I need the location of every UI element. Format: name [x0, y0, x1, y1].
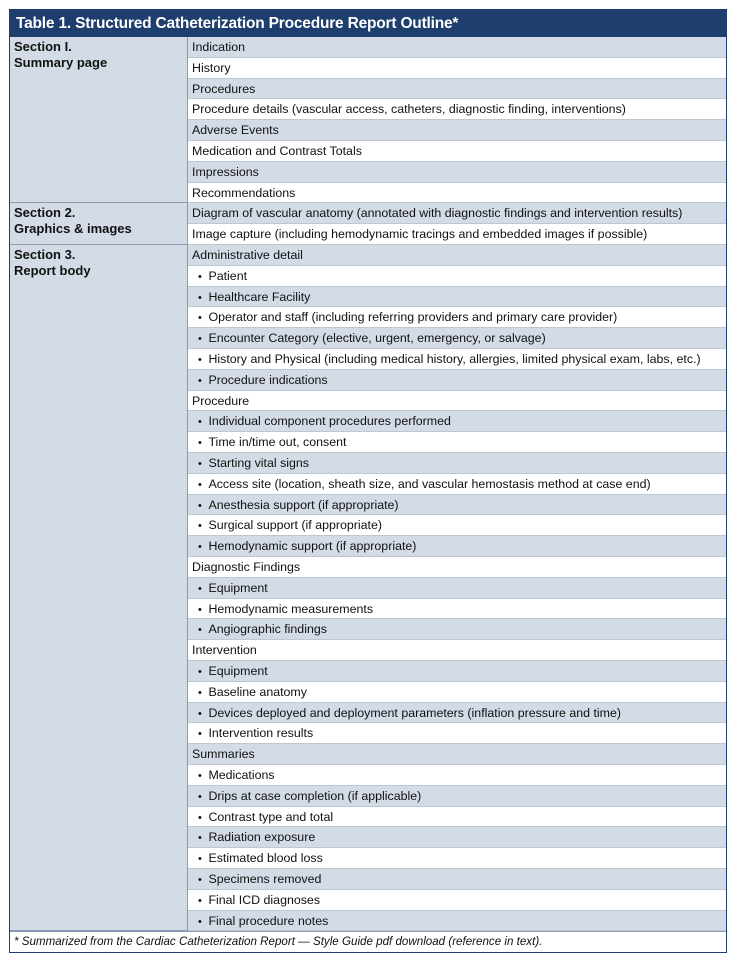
- row-text: Time in/time out, consent: [208, 435, 347, 450]
- row-text: Medication and Contrast Totals: [192, 143, 362, 158]
- table-row: [188, 869, 726, 890]
- table-row: [188, 453, 726, 474]
- row-text: Devices deployed and deployment parameters (inflation pressure and time): [208, 705, 622, 720]
- row-text: Final procedure notes: [208, 913, 329, 928]
- row-text: Specimens removed: [208, 871, 322, 886]
- table-row: [188, 203, 726, 224]
- bullet-icon: •: [198, 915, 202, 928]
- table-row: [188, 703, 726, 724]
- table-row: [188, 245, 726, 266]
- row-text: Intervention: [192, 643, 257, 658]
- table-row: [188, 79, 726, 100]
- row-text: Individual component procedures performed: [208, 414, 451, 429]
- table-row: [188, 224, 726, 245]
- row-text: Patient: [208, 268, 248, 283]
- table-row: [188, 432, 726, 453]
- row-text: History: [192, 60, 231, 75]
- table-row: [188, 495, 726, 516]
- column-divider: [187, 37, 188, 931]
- row-text: Administrative detail: [192, 248, 303, 262]
- bullet-icon: •: [198, 333, 202, 346]
- table-row: [188, 120, 726, 141]
- table-row: [188, 890, 726, 911]
- table-row: [188, 682, 726, 703]
- table-row: [188, 266, 726, 287]
- row-text: Diagnostic Findings: [192, 559, 301, 574]
- table-row: [188, 370, 726, 391]
- row-text: Recommendations: [192, 185, 296, 200]
- bullet-icon: •: [198, 603, 202, 616]
- section-label-cell: [10, 37, 187, 203]
- row-text: Adverse Events: [192, 123, 279, 138]
- table-row: [188, 328, 726, 349]
- bullet-icon: •: [198, 520, 202, 533]
- table-row: [188, 141, 726, 162]
- table-row: [188, 578, 726, 599]
- row-text: Procedure indications: [208, 372, 328, 387]
- row-text: Final ICD diagnoses: [208, 892, 321, 907]
- bullet-icon: •: [198, 894, 202, 907]
- bullet-icon: •: [198, 541, 202, 554]
- row-text: Healthcare Facility: [208, 289, 311, 304]
- row-text: Summaries: [192, 747, 255, 762]
- bullet-icon: •: [198, 478, 202, 491]
- row-text: Procedures: [192, 81, 256, 96]
- row-text: Impressions: [192, 164, 259, 179]
- section-number: Section 2.: [14, 205, 76, 221]
- section-items: [188, 203, 726, 245]
- row-text: Diagram of vascular anatomy (annotated with diagnostic findings and intervention results): [192, 206, 683, 221]
- bullet-icon: •: [198, 707, 202, 720]
- row-text: Contrast type and total: [208, 809, 334, 824]
- row-text: Indication: [192, 40, 246, 54]
- table-row: [188, 474, 726, 495]
- bullet-icon: •: [198, 873, 202, 886]
- table-title: Table 1. Structured Catheterization Procedure Report Outline*: [10, 10, 726, 37]
- section-name: Report body: [14, 263, 91, 278]
- table-row: [188, 391, 726, 412]
- row-text: Estimated blood loss: [208, 851, 323, 866]
- section-name: Graphics & images: [14, 221, 132, 237]
- bullet-icon: •: [198, 270, 202, 283]
- bullet-icon: •: [198, 790, 202, 803]
- row-text: Intervention results: [208, 726, 314, 741]
- section-items: [188, 245, 726, 931]
- table-row: [188, 557, 726, 578]
- table-row: [188, 37, 726, 58]
- table-row: [188, 765, 726, 786]
- bullet-icon: •: [198, 728, 202, 741]
- bullet-icon: •: [198, 437, 202, 450]
- bullet-icon: •: [198, 457, 202, 470]
- bullet-icon: •: [198, 353, 202, 366]
- row-text: Hemodynamic measurements: [208, 601, 374, 616]
- table-row: [188, 744, 726, 765]
- row-text: Hemodynamic support (if appropriate): [208, 539, 417, 554]
- table-row: [188, 162, 726, 183]
- section-label-cell: [10, 203, 187, 245]
- row-text: History and Physical (including medical history, allergies, limited physical exam, labs, etc.): [208, 351, 701, 366]
- bullet-icon: •: [198, 624, 202, 637]
- bullet-icon: •: [198, 416, 202, 429]
- bullet-icon: •: [198, 582, 202, 595]
- table-row: [188, 58, 726, 79]
- row-text: Operator and staff (including referring providers and primary care provider): [208, 310, 618, 325]
- row-text: Drips at case completion (if applicable): [208, 788, 422, 803]
- row-text: Image capture (including hemodynamic tracings and embedded images if possible): [192, 227, 648, 242]
- row-text: Medications: [208, 767, 275, 782]
- table-row: [188, 183, 726, 204]
- section-items: [188, 37, 726, 203]
- table-row: [188, 287, 726, 308]
- row-text: Surgical support (if appropriate): [208, 518, 383, 533]
- table-footnote: * Summarized from the Cardiac Catheterization Report — Style Guide pdf download (reference in text).: [10, 931, 726, 952]
- bullet-icon: •: [198, 374, 202, 387]
- bullet-icon: •: [198, 769, 202, 782]
- row-text: Access site (location, sheath size, and vascular hemostasis method at case end): [208, 476, 651, 491]
- bullet-icon: •: [198, 665, 202, 678]
- table-row: [188, 515, 726, 536]
- row-text: Encounter Category (elective, urgent, emergency, or salvage): [208, 331, 546, 346]
- bullet-icon: •: [198, 811, 202, 824]
- table-row: [188, 911, 726, 932]
- bullet-icon: •: [198, 832, 202, 845]
- row-text: Equipment: [208, 580, 268, 595]
- table-row: [188, 307, 726, 328]
- bullet-icon: •: [198, 499, 202, 512]
- bullet-icon: •: [198, 312, 202, 325]
- section-label-cell: [10, 245, 187, 931]
- report-outline-table: [9, 9, 727, 953]
- row-text: Starting vital signs: [208, 455, 310, 470]
- table-row: [188, 349, 726, 370]
- row-text: Angiographic findings: [208, 622, 327, 637]
- table-row: [188, 786, 726, 807]
- table-row: [188, 599, 726, 620]
- section-number: Section I.: [14, 39, 72, 54]
- row-text: Procedure details (vascular access, catheters, diagnostic finding, interventions): [192, 102, 626, 117]
- bullet-icon: •: [198, 853, 202, 866]
- table-row: [188, 619, 726, 640]
- table-row: [188, 848, 726, 869]
- row-text: Equipment: [208, 663, 268, 678]
- section-number: Section 3.: [14, 247, 76, 262]
- row-text: Anesthesia support (if appropriate): [208, 497, 399, 512]
- table-row: [188, 411, 726, 432]
- table-row: [188, 99, 726, 120]
- table-row: [188, 536, 726, 557]
- row-text: Baseline anatomy: [208, 684, 307, 699]
- bullet-icon: •: [198, 291, 202, 304]
- table-row: [188, 827, 726, 848]
- table-row: [188, 661, 726, 682]
- row-text: Procedure: [192, 393, 250, 408]
- table-row: [188, 640, 726, 661]
- section-name: Summary page: [14, 55, 108, 70]
- table-row: [188, 807, 726, 828]
- bullet-icon: •: [198, 686, 202, 699]
- row-text: Radiation exposure: [208, 830, 316, 845]
- table-row: [188, 723, 726, 744]
